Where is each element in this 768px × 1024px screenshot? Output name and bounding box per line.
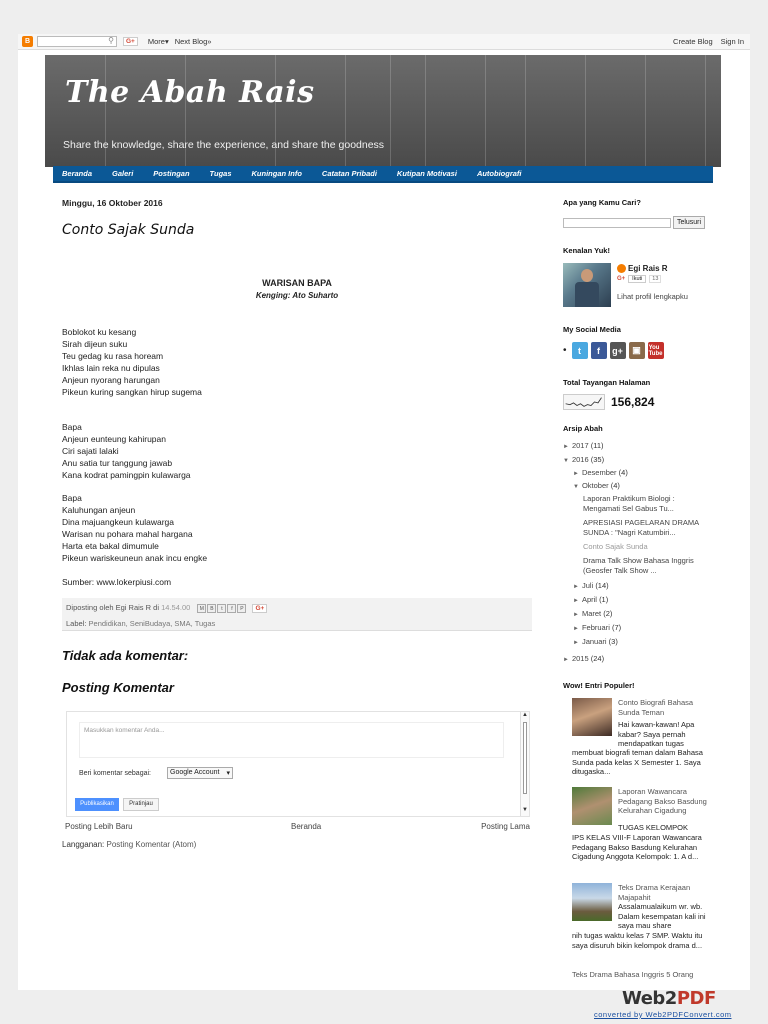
no-comments-heading: Tidak ada komentar: [62,648,189,663]
collapse-icon[interactable]: ▼ [573,484,579,490]
web2pdf-link[interactable]: converted by Web2PDFConvert.com [594,1010,732,1019]
stanza-3 [62,492,207,564]
archive-item-februari[interactable]: ► Februari (7) [573,623,622,632]
labels-prefix: Label: [66,618,87,628]
popular-thumbnail[interactable] [572,883,612,921]
account-select-value: Google Account [170,769,220,776]
profile-widget-title: Kenalan Yuk! [563,246,610,255]
poem-header [62,278,532,300]
expand-icon[interactable]: ► [573,640,579,646]
feed-links [62,840,196,849]
post-time-link[interactable]: 14.54.00 [161,603,191,612]
menu-item-autobiografi[interactable]: Autobiografi [476,169,522,178]
poem-line: Harta eta bakal dimumule [62,541,159,551]
popular-post-snippet: nih tugas waktu kelas 7 SMP. Waktu itu saya disuruh bikin kelompok drama d... [572,931,703,950]
poem-line: Pikeun wariskeuneun anak incu engke [62,553,208,563]
preview-button[interactable]: Pratinjau [123,798,159,811]
comment-as-label: Beri komentar sebagai: [79,770,151,777]
older-post-link[interactable]: Posting Lama [481,822,530,831]
poem-line: Anjeun nyorang harungan [62,375,160,385]
blog-header [45,55,721,167]
publish-button[interactable]: Publikasikan [75,798,119,811]
post-footer [62,598,532,631]
search-button[interactable]: Telusuri [673,216,705,229]
menu-item-kuningan-info[interactable]: Kuningan Info [251,169,302,178]
pinterest-share-icon[interactable]: P [237,604,246,613]
post-source: Sumber: www.lokerpiusi.com [62,577,172,587]
stanza-2 [62,421,191,481]
expand-icon[interactable]: ► [573,471,579,477]
poem-line: Anu satia tur tanggung jawab [62,458,173,468]
blog-description: Share the knowledge, share the experience, and share the goodness [63,139,385,151]
google-plus-icon[interactable]: g+ [610,342,626,359]
stanza-1 [62,326,202,398]
archive-item-april[interactable]: ► April (1) [573,595,609,604]
more-menu[interactable]: More▾ [147,37,169,46]
blog-share-icon[interactable]: B [207,604,216,613]
share-buttons [197,604,246,613]
poem-line: Bapa [62,422,82,432]
gplus-icon[interactable]: G+ [617,276,626,282]
poem-author: Kenging: Ato Suharto [255,291,339,300]
scroll-down-icon[interactable]: ▼ [522,807,528,813]
pageview-counter [563,394,654,410]
popular-post-snippet: membuat biografi teman dalam Bahasa Sunda pada kelas X Semester 1. Saya ditugaska... [572,748,703,776]
follow-widget [617,275,661,283]
archive-item-2015[interactable]: ► 2015 (24) [563,654,605,663]
full-profile-link[interactable]: Lihat profil lengkapku [617,292,688,301]
search-icon[interactable]: ⚲ [108,36,114,45]
menu-item-kutipan-motivasi[interactable]: Kutipan Motivasi [396,169,457,178]
social-icons: • t f g+ ▣ You Tube [563,342,664,359]
post-comment-heading: Posting Komentar [62,680,174,695]
popular-post-title[interactable]: Laporan Wawancara Pedagang Bakso Basdung Kelurahan Cigadung [618,787,707,815]
blogger-profile-icon [617,264,626,273]
blogger-navbar [18,34,750,50]
archive-post-link[interactable]: Laporan Praktikum Biologi : Mengamati Sel Gabus Tu... [583,494,675,513]
poem-line: Warisan nu pohara mahal hargana [62,529,193,539]
web2pdf-logo-web: Web2 [622,988,677,1009]
scroll-up-icon[interactable]: ▲ [522,712,528,718]
archive-post-link[interactable]: APRESIASI PAGELARAN DRAMA SUNDA : "Nagri Katumbiri... [583,518,699,537]
comment-feed-link[interactable]: Posting Komentar (Atom) [106,840,197,849]
account-select[interactable] [167,767,233,779]
gplus-share-button[interactable]: G+ [123,37,138,46]
author-link[interactable]: Egi Rais R [115,603,152,612]
popular-post-snippet: IPS KELAS VIII-F Laporan Wawancara Pedagang Bakso Basdung Kelurahan Cigadung Anggota Kelompok: 1. A d... [572,833,702,861]
pageview-count: 156,824 [611,395,655,409]
popular-post-snippet: Hai kawan-kawan! Apa kabar? Saya pernah mendapatkan tugas [618,720,695,748]
profile-name-text: Egi Rais R [628,264,668,273]
profile-name[interactable] [617,264,668,273]
menu-item-postingan[interactable]: Postingan [153,169,190,178]
create-blog-link[interactable]: Create Blog [673,37,713,46]
blogger-logo-icon[interactable]: B [22,36,33,47]
sign-in-link[interactable]: Sign In [720,37,744,46]
poem-line: Kana kodrat pamingpin kulawarga [62,470,191,480]
follow-count: 13 [649,275,661,283]
dropdown-arrow-icon: ▾ [226,770,230,777]
subscribe-label: Langganan: [62,840,105,849]
poem-line: Ciri sajati lalaki [62,446,119,456]
labels-links[interactable]: Pendidikan, SeniBudaya, SMA, Tugas [88,618,216,628]
archive-post-link[interactable]: Drama Talk Show Bahasa Inggris (Geosfer Talk Show ... [583,556,694,575]
expand-icon[interactable]: ► [563,444,569,450]
posted-by-label: Diposting oleh [66,603,114,612]
post-date: Minggu, 16 Oktober 2016 [62,198,163,208]
popular-post-snippet: TUGAS KELOMPOK [618,823,689,832]
pageview-widget-title: Total Tayangan Halaman [563,378,651,387]
poem-line: Kaluhungan anjeun [62,505,136,515]
archive-item-oktober[interactable]: ▼ Oktober (4) [573,481,620,490]
youtube-icon[interactable]: You Tube [648,342,664,359]
menu-item-beranda[interactable]: Beranda [62,169,93,178]
poem-line: Dina majuangkeun kulawarga [62,517,174,527]
poem-line: Anjeun eunteung kahirupan [62,434,166,444]
menu-item-galeri[interactable]: Galeri [112,169,134,178]
instagram-icon[interactable]: ▣ [629,342,645,359]
follow-button[interactable]: Ikuti [628,275,646,283]
archive-item-maret[interactable]: ► Maret (2) [573,609,613,618]
twitter-share-icon[interactable]: t [217,604,226,613]
archive-item-2017[interactable]: ► 2017 (11) [563,441,604,450]
expand-icon[interactable]: ► [573,584,579,590]
archive-widget-title: Arsip Abah [563,424,603,433]
social-widget-title: My Social Media [563,325,621,334]
poem-line: Bapa [62,493,82,503]
popular-post-snippet: Assalamualaikum wr. wb. Dalam kesempatan kali ini saya mau share [618,902,706,930]
navbar-search-input[interactable] [37,36,117,47]
poem-line: Pikeun kuring sangkan hirup sugema [62,387,202,397]
search-widget-title: Apa yang Kamu Cari? [563,198,641,207]
newer-post-link[interactable]: Posting Lebih Baru [65,822,133,831]
email-share-icon[interactable]: M [197,604,206,613]
facebook-share-icon[interactable]: f [227,604,236,613]
popular-post-title[interactable]: Teks Drama Bahasa Inggris 5 Orang [572,970,694,979]
home-link[interactable]: Beranda [291,822,322,831]
expand-icon[interactable]: ► [573,598,579,604]
collapse-icon[interactable]: ▼ [563,458,569,464]
main-menu [53,166,713,183]
pageview-sparkline [563,394,605,410]
expand-icon[interactable]: ► [563,657,569,663]
facebook-icon[interactable]: f [591,342,607,359]
archive-item-desember[interactable]: ► Desember (4) [573,468,628,477]
post-title[interactable]: Conto Sajak Sunda [62,222,195,238]
comment-scrollbar[interactable] [520,712,529,816]
scroll-thumb[interactable] [523,722,527,794]
poem-line: Boblokot ku kesang [62,327,137,337]
sidebar-search-input[interactable] [563,218,671,228]
expand-icon[interactable]: ► [573,626,579,632]
popular-widget-title: Wow! Entri Populer! [563,681,635,690]
comment-textarea[interactable]: Masukkan komentar Anda... [79,722,504,758]
menu-item-tugas[interactable]: Tugas [209,169,232,178]
poem-title: WARISAN BAPA [262,278,332,288]
popular-thumbnail[interactable] [572,787,612,825]
main-column [62,198,532,849]
menu-item-catatan-pribadi[interactable]: Catatan Pribadi [321,169,377,178]
avatar[interactable] [563,263,611,307]
poem-line: Ikhlas lain reka nu dipulas [62,363,160,373]
popular-post-title[interactable]: Conto Biografi Bahasa Sunda Teman [618,698,694,717]
archive-item-januari[interactable]: ► Januari (3) [573,637,618,646]
gplus-share-icon[interactable]: G+ [252,604,267,613]
archive-item-juli[interactable]: ► Juli (14) [573,581,609,590]
at-label: di [153,603,159,612]
blog-title[interactable]: The Abah Rais [65,75,315,110]
expand-icon[interactable]: ► [573,612,579,618]
next-blog-link[interactable]: Next Blog» [174,37,212,46]
popular-post-title[interactable]: Teks Drama Kerajaan Majapahit [618,883,691,902]
popular-thumbnail[interactable] [572,698,612,736]
poem-line: Teu gedag ku rasa hoream [62,351,164,361]
web2pdf-logo-pdf: PDF [676,988,716,1009]
archive-item-2016[interactable]: ▼ 2016 (35) [563,455,605,464]
web2pdf-logo[interactable] [622,988,732,1010]
twitter-icon[interactable]: t [572,342,588,359]
poem-line: Sirah dijeun suku [62,339,128,349]
archive-post-current[interactable]: Conto Sajak Sunda [583,542,648,551]
comment-form [66,711,530,817]
